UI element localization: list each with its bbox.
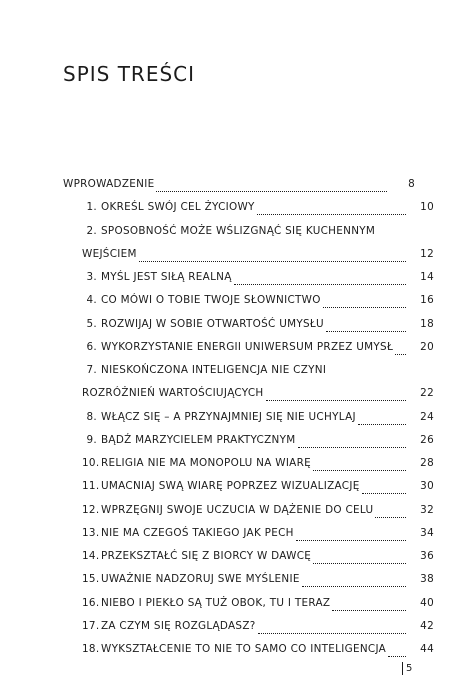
toc-entry-page: 42 (420, 619, 434, 632)
toc-entry (63, 318, 434, 334)
toc-dot-leader (296, 540, 406, 541)
toc-entry (63, 248, 434, 264)
toc-entry (63, 411, 434, 427)
toc-entry-title: ZA CZYM SIĘ ROZGLĄDASZ? (101, 619, 256, 632)
toc-entry-number: 13. (82, 526, 100, 539)
toc-entry-page: 34 (420, 526, 434, 539)
toc-entry (63, 457, 434, 473)
toc-dot-leader (139, 261, 406, 262)
toc-dot-leader (388, 656, 406, 657)
toc-entry-title: SPOSOBNOŚĆ MOŻE WŚLIZGNĄĆ SIĘ KUCHENNYM (101, 224, 376, 237)
toc-entry-title: PRZEKSZTAŁĆ SIĘ Z BIORCY W DAWCĘ (101, 550, 312, 562)
toc-entry-page: 44 (420, 643, 434, 655)
toc-entry-page: 10 (420, 201, 434, 214)
toc-entry-title: WŁĄCZ SIĘ – A PRZYNAJMNIEJ SIĘ NIE UCHYLAJ (101, 410, 356, 423)
toc-entry-number: 2. (86, 224, 97, 237)
toc-entry-number: 8. (86, 410, 97, 423)
toc-entry-number: 11. (82, 480, 100, 493)
toc-entry (63, 597, 434, 613)
toc-entry-page: 28 (420, 457, 434, 469)
toc-entry-page: 16 (420, 294, 434, 307)
toc-dot-leader (362, 493, 406, 494)
toc-entry-page: 24 (420, 410, 434, 423)
toc-entry-page: 20 (420, 340, 434, 353)
toc-entry-title: NIEBO I PIEKŁO SĄ TUŻ OBOK, TU I TERAZ (101, 596, 331, 609)
toc-entry-page: 40 (420, 596, 434, 609)
toc-entry-title: WPRZĘGNIJ SWOJE UCZUCIA W DĄŻENIE DO CELU (101, 503, 374, 516)
toc-dot-leader (358, 424, 406, 425)
toc-dot-leader (332, 610, 406, 611)
toc-entry-number: 3. (86, 271, 97, 283)
toc-entry-number: 18. (82, 643, 100, 655)
toc-entry-number: 7. (86, 364, 97, 376)
toc-entry-page: 26 (420, 433, 434, 446)
toc-entry (63, 225, 434, 241)
toc-entry-title: RELIGIA NIE MA MONOPOLU NA WIARĘ (101, 457, 311, 469)
toc-entry-title: UMACNIAJ SWĄ WIARĘ POPRZEZ WIZUALIZACJĘ (101, 480, 360, 493)
toc-dot-leader (395, 354, 406, 355)
toc-entry (63, 364, 434, 380)
toc-entry-number: 16. (82, 596, 100, 609)
toc-dot-leader (375, 517, 406, 518)
toc-entry (63, 504, 434, 520)
toc-entry (63, 620, 434, 636)
toc-dot-leader (298, 447, 406, 448)
toc-entry-title: WEJŚCIEM (82, 247, 137, 260)
toc-entry-title: WYKSZTAŁCENIE TO NIE TO SAMO CO INTELIGENCJA (101, 643, 387, 655)
toc-entry-number: 6. (86, 340, 97, 353)
toc-dot-leader (234, 284, 406, 285)
toc-entry (63, 527, 434, 543)
toc-entry (63, 480, 434, 496)
toc-entry-page: 12 (420, 247, 434, 260)
toc-entry (63, 271, 434, 287)
toc-dot-leader (323, 307, 406, 308)
toc-entry (63, 201, 434, 217)
toc-entry-title: BĄDŹ MARZYCIELEM PRAKTYCZNYM (101, 433, 296, 446)
toc-entry-number: 12. (82, 503, 100, 516)
toc-entry-title: ROZRÓŻNIEŃ WARTOŚCIUJĄCYCH (82, 387, 264, 400)
toc-entry-number: 5. (86, 317, 97, 330)
toc-entry (63, 387, 434, 403)
toc-entry-page: 36 (420, 550, 434, 562)
toc-entry-number: 9. (86, 433, 97, 446)
toc-entry (63, 643, 434, 659)
toc-dot-leader (258, 633, 406, 634)
toc-dot-leader (257, 214, 406, 215)
toc-entry-title: WPROWADZENIE (63, 178, 155, 190)
toc-entry-page: 8 (408, 178, 415, 190)
toc-dot-leader (156, 191, 387, 192)
toc-entry (63, 294, 434, 310)
toc-entry-title: ROZWIJAJ W SOBIE OTWARTOŚĆ UMYSŁU (101, 317, 324, 330)
toc-entry-title: CO MÓWI O TOBIE TWOJE SŁOWNICTWO (101, 294, 321, 307)
toc-entry-page: 38 (420, 573, 434, 586)
toc-entry-title: NIE MA CZEGOŚ TAKIEGO JAK PECH (101, 526, 294, 539)
toc-entry-page: 14 (420, 271, 434, 283)
toc-entry (63, 178, 415, 194)
folio-rule (402, 662, 403, 675)
toc-entry-page: 30 (420, 480, 434, 493)
toc-entry-title: MYŚL JEST SIŁĄ REALNĄ (101, 271, 232, 283)
toc-entry-page: 32 (420, 503, 434, 516)
toc-entry-number: 17. (82, 619, 100, 632)
toc-entry-title: WYKORZYSTANIE ENERGII UNIWERSUM PRZEZ UMYSŁ (101, 340, 394, 353)
toc-entry-number: 1. (86, 201, 97, 214)
toc-entry-number: 14. (82, 550, 100, 562)
toc-entry (63, 434, 434, 450)
toc-dot-leader (313, 563, 406, 564)
toc-entry-page: 22 (420, 387, 434, 400)
page-folio (402, 662, 412, 675)
toc-entry-number: 4. (86, 294, 97, 307)
toc-entry-title: UWAŻNIE NADZORUJ SWE MYŚLENIE (101, 573, 300, 586)
toc-dot-leader (326, 331, 406, 332)
page-number: 5 (406, 663, 413, 674)
toc-entry-title: OKREŚL SWÓJ CEL ŻYCIOWY (101, 201, 255, 214)
toc-entry-page: 18 (420, 317, 434, 330)
toc-entry-number: 15. (82, 573, 100, 586)
toc-entry (63, 573, 434, 589)
toc-dot-leader (302, 586, 406, 587)
toc-entry-title: NIESKOŃCZONA INTELIGENCJA NIE CZYNI (101, 364, 327, 376)
toc-dot-leader (313, 470, 406, 471)
toc-entry (63, 550, 434, 566)
toc-entry (63, 341, 434, 357)
page-title: SPIS TREŚCI (63, 62, 196, 86)
toc-dot-leader (266, 400, 406, 401)
toc-entry-number: 10. (82, 457, 100, 469)
